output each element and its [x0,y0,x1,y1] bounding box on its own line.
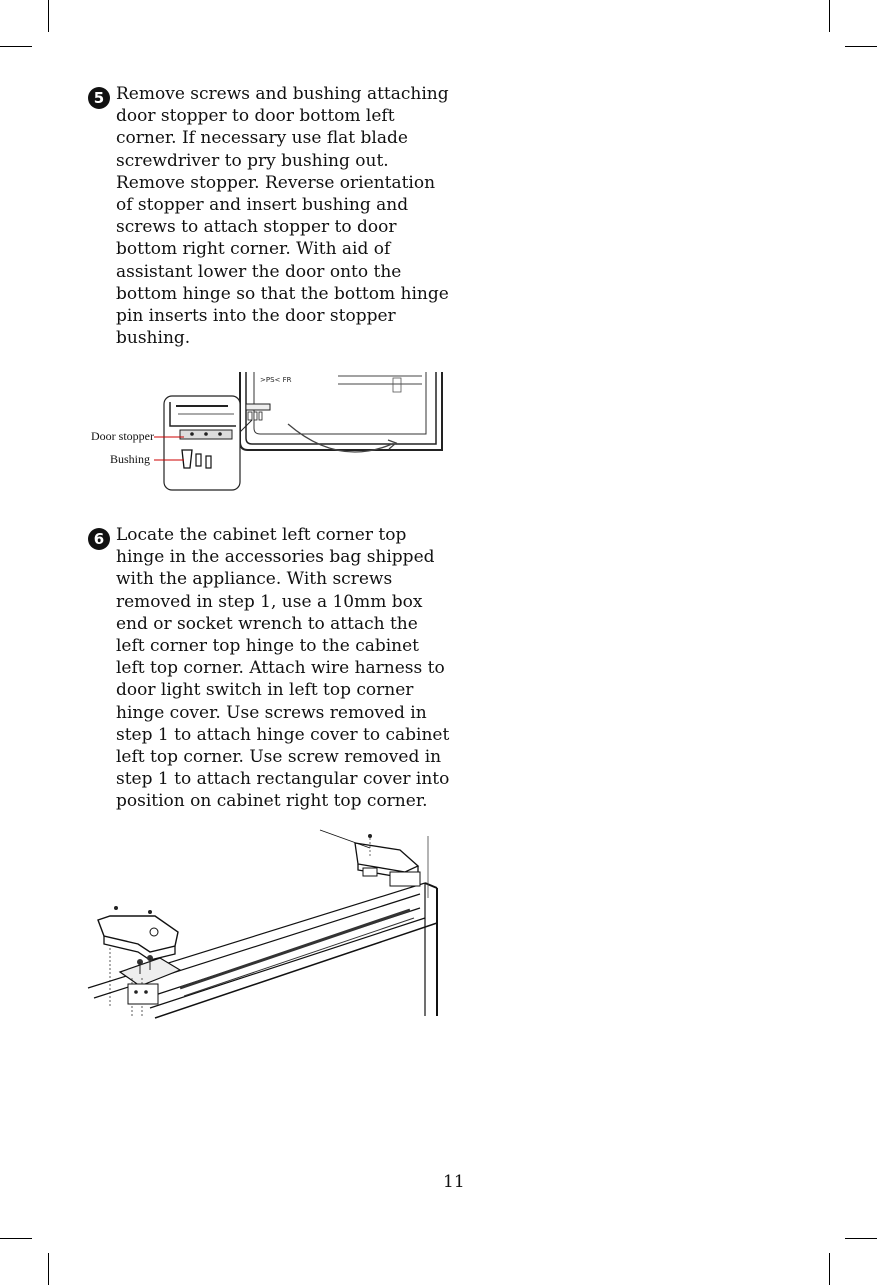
crop-mark [845,1238,877,1239]
step-number-badge: 5 [88,87,110,109]
door-stopper-label: Door stopper [91,429,154,443]
crop-mark [48,0,49,32]
step-instruction-text: Remove screws and bushing attaching door stopper to door bottom left corner. If necessary use flat blade screwdriver to pry bushing out. Remove stopper. Reverse orientation of stopper and insert bushing and screws to attach stopper to door bottom right corner. With aid of assistant lower the door onto the bottom hinge so that the bottom hinge pin inserts into the door stopper bushing. [116,84,449,349]
page-number: 11 [443,1172,465,1192]
crop-mark [48,1253,49,1285]
door-marking-label: >PS< FR [260,376,292,384]
crop-mark [845,46,877,47]
bushing-label: Bushing [110,452,151,466]
crop-mark [829,1253,830,1285]
crop-mark [0,46,32,47]
crop-mark [0,1238,32,1239]
step-number-badge: 6 [88,528,110,550]
crop-mark [829,0,830,32]
top-hinge-illustration [80,828,445,1020]
step-instruction-text: Locate the cabinet left corner top hinge in the accessories bag shipped with the appliance. With screws removed in step 1, use a 10mm box end or socket wrench to attach the left corner top hinge to the cabinet left top corner. Attach wire harness to door light switch in left top corner hinge cover. Use screws removed in step 1 to attach hinge cover to cabinet left top corner. Use screw removed in step 1 to attach rectangular cover into position on cabinet right top corner. [116,525,450,812]
